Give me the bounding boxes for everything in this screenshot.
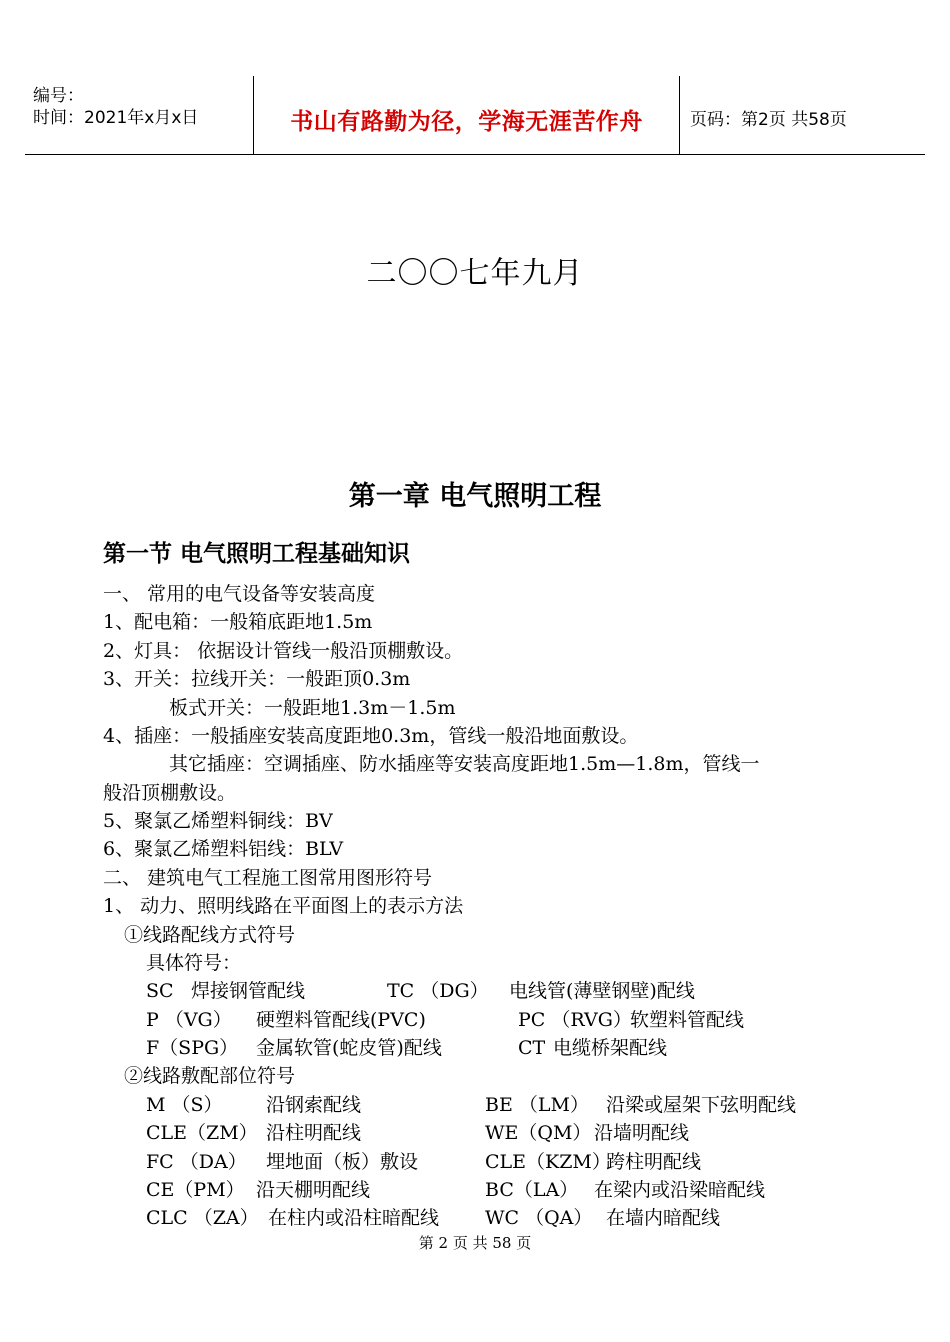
symbol-code: P （VG） xyxy=(146,1009,232,1031)
symbol-code: BE （LM） xyxy=(485,1094,589,1116)
symbol-desc: 跨柱明配线 xyxy=(606,1151,702,1173)
header-motto: 书山有路勤为径，学海无涯苦作舟 xyxy=(290,109,643,135)
symbol-code: CT xyxy=(518,1037,546,1059)
symbol-desc: 沿天棚明配线 xyxy=(256,1179,371,1201)
symbol-code: WC （QA） xyxy=(485,1207,593,1229)
text-line: 般沿顶棚敷设。 xyxy=(103,782,237,804)
header-left-cell xyxy=(25,76,254,154)
text-line: 2、灯具： 依据设计管线一般沿顶棚敷设。 xyxy=(103,640,464,662)
text-line: 二、 建筑电气工程施工图常用图形符号 xyxy=(103,867,433,889)
symbol-code: WE（QM） xyxy=(485,1122,592,1144)
text-line: 板式开关：一般距地1.3m－1.5m xyxy=(169,697,456,719)
symbol-desc: 焊接钢管配线 xyxy=(191,980,306,1002)
symbol-desc: 在柱内或沿柱暗配线 xyxy=(268,1207,440,1229)
document-date: 二〇〇七年九月 xyxy=(366,256,584,291)
text-line: 3、开关：拉线开关：一般距顶0.3m xyxy=(103,668,411,690)
section-title: 第一节 电气照明工程基础知识 xyxy=(103,541,411,567)
text-line: 1、配电箱：一般箱底距地1.5m xyxy=(103,611,373,633)
text-line: 4、插座：一般插座安装高度距地0.3m，管线一般沿地面敷设。 xyxy=(103,725,639,747)
symbol-desc: 电线管(薄壁钢壁)配线 xyxy=(509,980,695,1002)
symbol-desc: 沿梁或屋架下弦明配线 xyxy=(606,1094,797,1116)
page-header xyxy=(25,76,925,155)
symbol-code: SC xyxy=(146,980,174,1002)
symbol-desc: 沿墙明配线 xyxy=(594,1122,690,1144)
symbol-code: CLE（KZM） xyxy=(485,1151,611,1173)
symbol-code: F（SPG） xyxy=(146,1037,239,1059)
symbol-desc: 沿柱明配线 xyxy=(266,1122,362,1144)
header-motto-cell xyxy=(254,76,680,154)
symbol-code: PC （RVG） xyxy=(518,1009,632,1031)
text-line: 1、 动力、照明线路在平面图上的表示方法 xyxy=(103,895,464,917)
symbol-desc: 沿钢索配线 xyxy=(266,1094,362,1116)
header-right-cell xyxy=(680,76,925,154)
document-number-label: 编号： xyxy=(33,86,84,106)
symbol-desc: 软塑料管配线 xyxy=(630,1009,745,1031)
chapter-title: 第一章 电气照明工程 xyxy=(348,481,602,512)
text-line: 其它插座：空调插座、防水插座等安装高度距地1.5m—1.8m，管线一 xyxy=(169,753,760,775)
text-line: 6、聚氯乙烯塑料铝线：BLV xyxy=(103,838,344,860)
text-line: ①线路配线方式符号 xyxy=(124,924,296,946)
text-line: 具体符号： xyxy=(146,952,242,974)
text-line: 5、聚氯乙烯塑料铜线：BV xyxy=(103,810,333,832)
symbol-desc: 埋地面（板）敷设 xyxy=(266,1151,419,1173)
text-line: 一、 常用的电气设备等安装高度 xyxy=(103,583,376,605)
symbol-code: CLC （ZA） xyxy=(146,1207,259,1229)
page-footer: 第 2 页 共 58 页 xyxy=(418,1234,532,1252)
symbol-desc: 硬塑料管配线(PVC) xyxy=(256,1009,426,1031)
symbol-code: FC （DA） xyxy=(146,1151,247,1173)
symbol-desc: 金属软管(蛇皮管)配线 xyxy=(256,1037,442,1059)
symbol-desc: 电缆桥架配线 xyxy=(553,1037,668,1059)
symbol-code: CLE（ZM） xyxy=(146,1122,258,1144)
symbol-desc: 在墙内暗配线 xyxy=(606,1207,721,1229)
symbol-desc: 在梁内或沿梁暗配线 xyxy=(594,1179,766,1201)
header-page-info: 页码：第2页 共58页 xyxy=(690,110,847,130)
document-time-label: 时间：2021年x月x日 xyxy=(33,108,199,128)
symbol-code: M （S） xyxy=(146,1094,223,1116)
symbol-code: CE（PM） xyxy=(146,1179,245,1201)
symbol-code: TC （DG） xyxy=(387,980,489,1002)
text-line: ②线路敷配部位符号 xyxy=(124,1065,296,1087)
symbol-code: BC（LA） xyxy=(485,1179,579,1201)
